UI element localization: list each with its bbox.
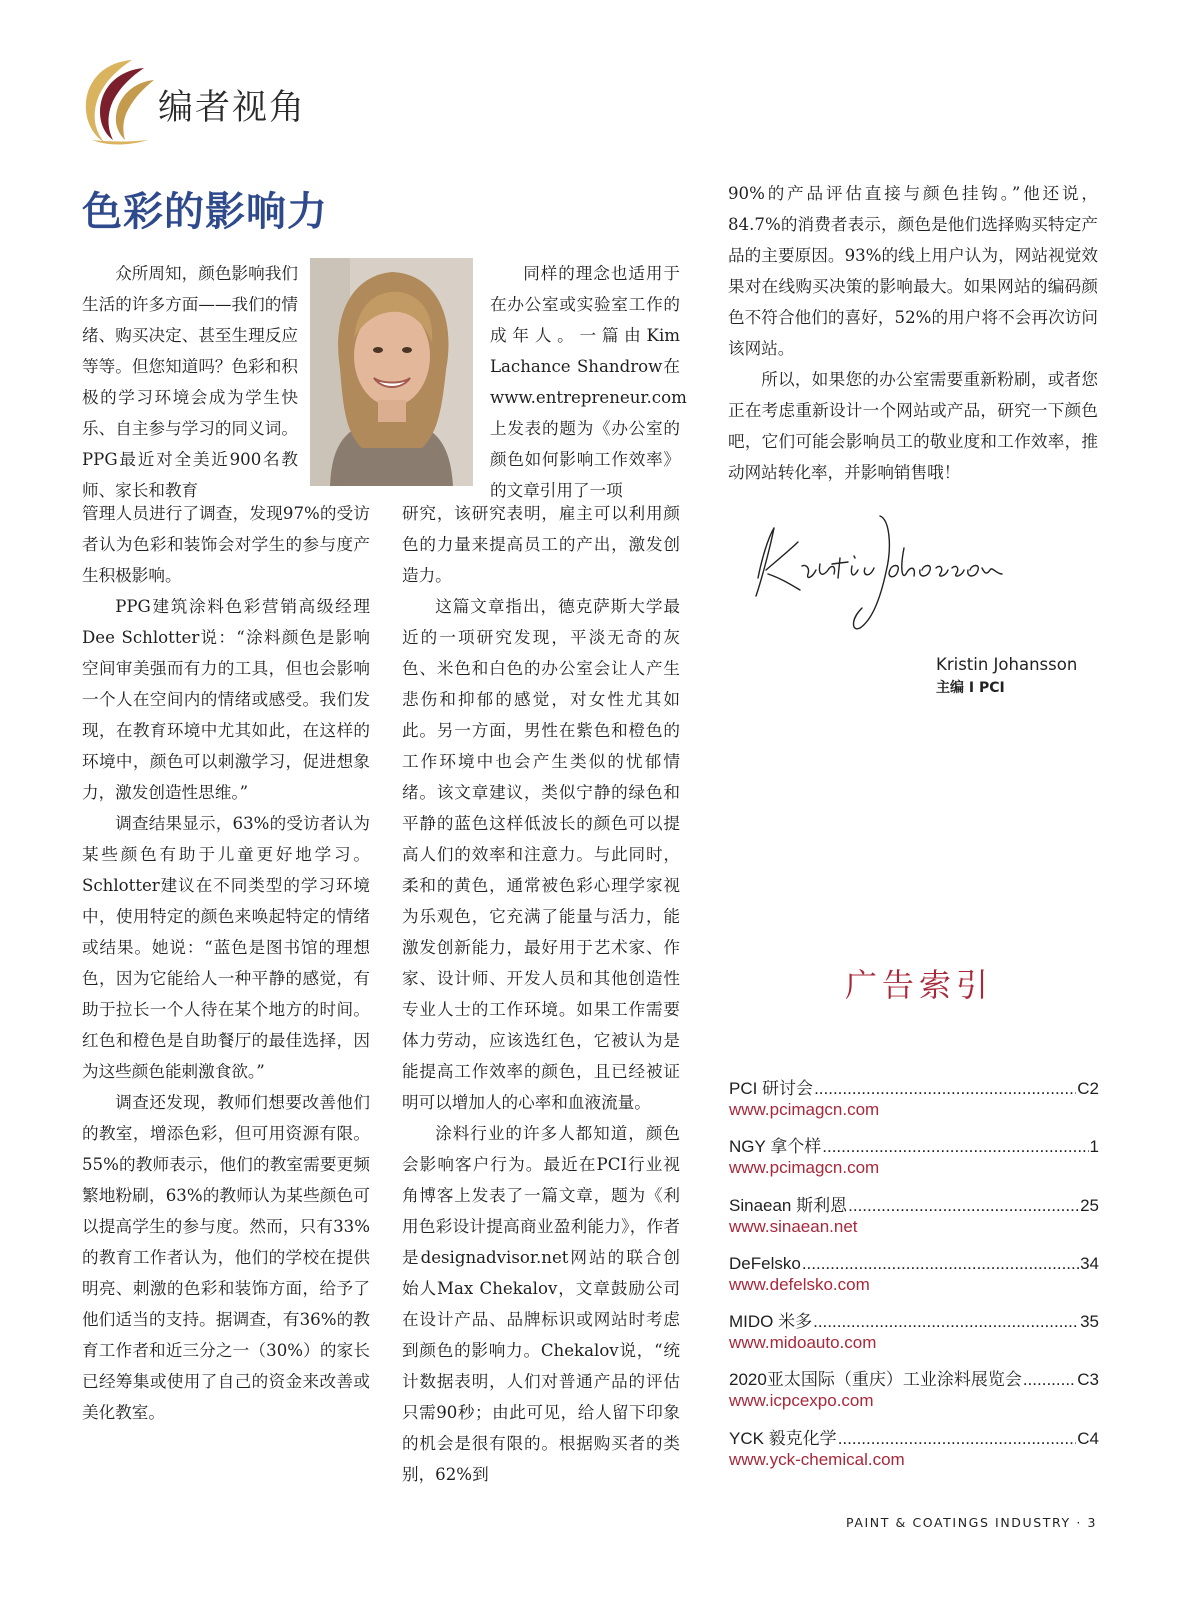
ad-name: 2020亚太国际（重庆）工业涂料展览会 [729, 1370, 1022, 1390]
ad-page: C4 [1077, 1428, 1099, 1448]
leader-dots [822, 1136, 1088, 1157]
ad-name: NGY 拿个样 [729, 1137, 822, 1157]
article-title: 色彩的影响力 [82, 189, 328, 235]
portrait-image [310, 258, 473, 486]
column-2-top [490, 258, 687, 506]
ad-url-link[interactable]: www.sinaean.net [729, 1216, 858, 1236]
ad-page: 34 [1080, 1253, 1099, 1273]
ad-page: C2 [1077, 1079, 1099, 1098]
paragraph: 管理人员进行了调查，发现97%的受访者认为色彩和装饰会对学生的参与度产生积极影响。 [82, 504, 370, 585]
ad-url-link[interactable]: www.pcimagcn.com [729, 1100, 880, 1119]
paragraph: 研究，该研究表明，雇主可以利用颜色的力量来提高员工的产出，激发创造力。 [402, 504, 680, 585]
leader-dots [802, 1253, 1079, 1274]
ad-name: MIDO 米多 [729, 1312, 813, 1332]
ad-url-link[interactable]: www.defelsko.com [729, 1274, 870, 1294]
ad-item [729, 1311, 1099, 1369]
paragraph: 调查还发现，教师们想要改善他们的教室，增添色彩，但可用资源有限。55%的教师表示，他们的教室需要更频繁地粉刷，63%的教师认为某些颜色可以提高学生的参与度。然而，只有33%的教育工作者认为，他们的学校在提供明亮、刺激的色彩和装饰方面，给予了他们适当的支持。据调查，有36%的教育工作者和近三分之一（30%）的家长已经筹集或使用了自己的资金来改善或美化教室。 [82, 1093, 370, 1422]
paragraph: 所以，如果您的办公室需要重新粉刷，或者您正在考虑重新设计一个网站或产品，研究一下颜色吧，它们可能会影响员工的敬业度和工作效率，推动网站转化率，并影响销售哦！ [728, 370, 1098, 482]
signature-title: 主编 I PCI [936, 680, 1005, 696]
ad-page: 35 [1080, 1312, 1099, 1332]
ad-item [729, 1253, 1099, 1311]
paragraph: PPG建筑涂料色彩营销高级经理Dee Schlotter说：“涂料颜色是影响空间审美强而有力的工具，但也会影响一个人在空间内的情绪或感受。我们发现，在教育环境中尤其如此，在这样的环境中，颜色可以刺激学习，促进想象力，激发创造性思维。” [82, 597, 370, 802]
paragraph: 同样的理念也适用于在办公室或实验室工作的成年人。一篇由Kim Lachance Shandrow在www.entrepreneur.com上发表的题为《办公室的颜色如何影响工作效率》的文章引用了一项 [490, 264, 687, 500]
ad-name: Sinaean 斯利恩 [729, 1195, 848, 1215]
ad-url-link[interactable]: www.icpcexpo.com [729, 1391, 874, 1411]
leader-dots [813, 1311, 1079, 1332]
ad-page: 25 [1080, 1195, 1099, 1215]
ad-index-list [729, 1078, 1099, 1486]
section-title: 编者视角 [158, 88, 307, 128]
ad-page: C3 [1077, 1370, 1099, 1390]
column-1-top [82, 258, 298, 506]
ad-item [729, 1369, 1099, 1427]
ad-item [729, 1078, 1099, 1136]
page-footer: PAINT & COATINGS INDUSTRY · 3 [846, 1515, 1098, 1530]
paragraph: 这篇文章指出，德克萨斯大学最近的一项研究发现，平淡无奇的灰色、米色和白色的办公室会让人产生悲伤和抑郁的感觉，对女性尤其如此。另一方面，男性在紫色和橙色的工作环境中也会产生类似的忧郁情绪。该文章建议，类似宁静的绿色和平静的蓝色这样低波长的颜色可以提高人们的效率和注意力。与此同时，柔和的黄色，通常被色彩心理学家视为乐观色，它充满了能量与活力，能激发创新能力，最好用于艺术家、作家、设计师、开发人员和其他创造性专业人士的工作环境。如果工作需要体力劳动，应该选红色，它被认为是能提高工作效率的颜色，且已经被证明可以增加人的心率和血液流量。 [402, 597, 680, 1112]
ad-url-link[interactable]: www.midoauto.com [729, 1333, 877, 1353]
leader-dots [838, 1428, 1077, 1449]
leader-dots [1023, 1369, 1076, 1390]
column-1-bottom [82, 498, 370, 1428]
paragraph: 90%的产品评估直接与颜色挂钩。”他还说，84.7%的消费者表示，颜色是他们选择购买特定产品的主要原因。93%的线上用户认为，网站视觉效果对在线购买决策的影响最大。如果网站的编码颜色不符合他们的喜好，52%的用户将不会再次访问该网站。 [728, 184, 1098, 358]
paragraph: 涂料行业的许多人都知道，颜色会影响客户行为。最近在PCI行业视角博客上发表了一篇文章，题为《利用色彩设计提高商业盈利能力》，作者是designadvisor.net网站的联合创始人Max Chekalov，文章鼓励公司在设计产品、品牌标识或网站时考虑到颜色的影响力。Chekalov说，“统计数据表明，人们对普通产品的评估只需90秒；由此可见，给人留下印象的机会是很有限的。根据购买者的类别，62%到 [402, 1124, 680, 1484]
arc-swirl-logo-icon [72, 52, 167, 147]
ad-index-title: 广告索引 [845, 966, 994, 1004]
ad-url-link[interactable]: www.yck-chemical.com [729, 1449, 905, 1469]
paragraph: 众所周知，颜色影响我们生活的许多方面——我们的情绪、购买决定、甚至生理反应等等。但您知道吗？色彩和积极的学习环境会成为学生快乐、自主参与学习的同义词。PPG最近对全美近900名教师、家长和教育 [82, 264, 298, 500]
leader-dots [814, 1078, 1076, 1099]
ad-url-link[interactable]: www.pcimagcn.com [729, 1158, 880, 1178]
ad-item [729, 1195, 1099, 1253]
ad-name: DeFelsko [729, 1253, 801, 1273]
author-photo [310, 258, 473, 486]
ad-item [729, 1136, 1099, 1194]
column-2-bottom [402, 498, 680, 1490]
ad-name: YCK 毅克化学 [729, 1428, 837, 1448]
signature-name: Kristin Johansson [936, 655, 1078, 674]
ad-item [729, 1428, 1099, 1486]
handwritten-signature-icon [740, 508, 1005, 638]
leader-dots [848, 1195, 1079, 1216]
column-3 [728, 178, 1098, 488]
paragraph: 调查结果显示，63%的受访者认为某些颜色有助于儿童更好地学习。Schlotter建议在不同类型的学习环境中，使用特定的颜色来唤起特定的情绪或结果。她说：“蓝色是图书馆的理想色，因为它能给人一种平静的感觉，有助于拉长一个人待在某个地方的时间。红色和橙色是自助餐厅的最佳选择，因为这些颜色能刺激食欲。” [82, 814, 370, 1081]
ad-page: 1 [1089, 1137, 1099, 1157]
ad-name: PCI 研讨会 [729, 1079, 814, 1098]
